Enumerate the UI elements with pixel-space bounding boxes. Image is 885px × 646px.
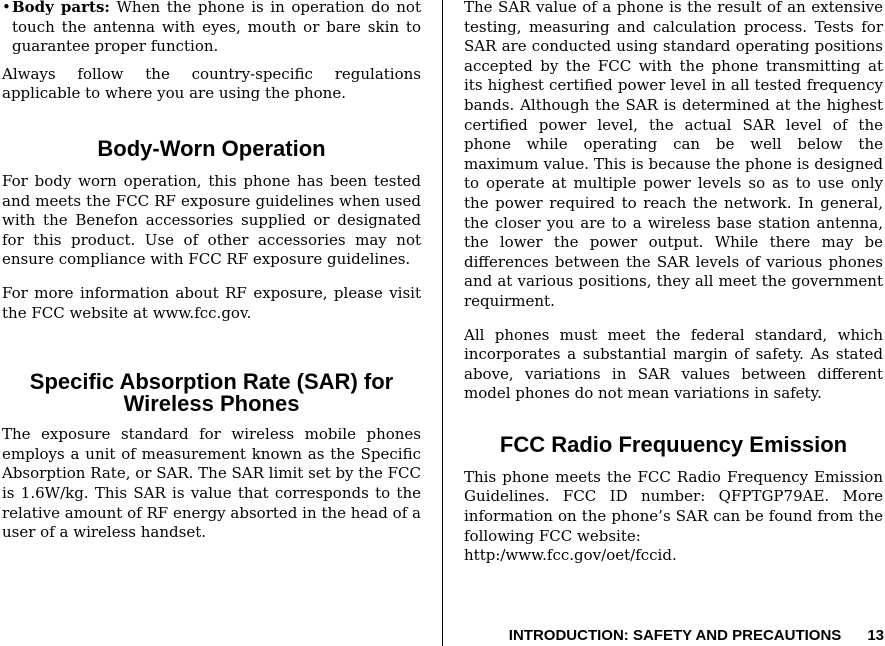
federal-standard-paragraph: All phones must meet the federal standard, which incorporates a substantial margin of safety. As stated above, variations in SAR values between different model phones do not mean variations in safety. (464, 325, 883, 403)
emission-heading: FCC Radio Frequuency Emission (499, 431, 848, 457)
sar-heading-line1: Specific Absorption Rate (SAR) for (29, 369, 394, 395)
body-parts-bullet (2, 0, 421, 57)
body-worn-heading: Body-Worn Operation (97, 135, 326, 161)
body-parts-text: When the phone is in operation do not touch the antenna with eyes, mouth or bare skin to guarantee proper function. (12, 0, 421, 56)
left-column (2, 0, 421, 543)
bullet-marker: • (2, 0, 11, 16)
sar-paragraph: The exposure standard for wireless mobile phones employs a unit of measurement known as the Specific Absorption Rate, or SAR. The SAR limit set by the FCC is 1.6W/kg. This SAR is value that corresponds to the relative amount of RF energy absorted in the head of a user of a wireless handset. (2, 425, 421, 542)
body-worn-paragraph: For body worn operation, this phone has been tested and meets the FCC RF exposure guidelines when used with the Benefon accessories supplied or designated for this product. Use of other accessories may not ensure compliance with FCC RF exposure guidelines. (2, 171, 421, 269)
fcc-url[interactable]: http:/www.fcc.gov/oet/fccid. (464, 546, 677, 565)
right-column (464, 0, 883, 566)
body-parts-term: Body parts: (12, 0, 110, 16)
page-number: 13 (867, 627, 884, 644)
sar-heading-line2: Wireless Phones (123, 391, 300, 417)
regulations-paragraph: Always follow the country-specific regulations applicable to where you are using the phone. (2, 64, 421, 103)
column-divider (442, 0, 443, 646)
sar-process-paragraph: The SAR value of a phone is the result of an extensive testing, measuring and calculation process. Tests for SAR are conducted using standard operating positions accepted by the FCC with the phone transmitting at its highest certified power level in all tested frequency bands. Although the SAR is determined at the highest certified power level, the actual SAR level of the phone while operating can be well below the maximum value. This is because the phone is designed to operate at multiple power levels so as to use only the power required to reach the network. In general, the closer you are to a wireless base station antenna, the lower the power output. While there may be differences between the SAR levels of various phones and at various positions, they all meet the government requirment. (464, 0, 883, 310)
footer-section-title: INTRODUCTION: SAFETY AND PRECAUTIONS (508, 627, 842, 644)
page-footer (456, 627, 884, 645)
emission-paragraph: This phone meets the FCC Radio Frequency Emission Guidelines. FCC ID number: QFPTGP79AE. More information on the phone’s SAR can be found from the following FCC website: (464, 467, 883, 545)
sar-heading (2, 371, 421, 415)
rf-info-paragraph: For more information about RF exposure, please visit the FCC website at www.fcc.gov. (2, 283, 421, 322)
body-parts-paragraph (12, 0, 421, 57)
